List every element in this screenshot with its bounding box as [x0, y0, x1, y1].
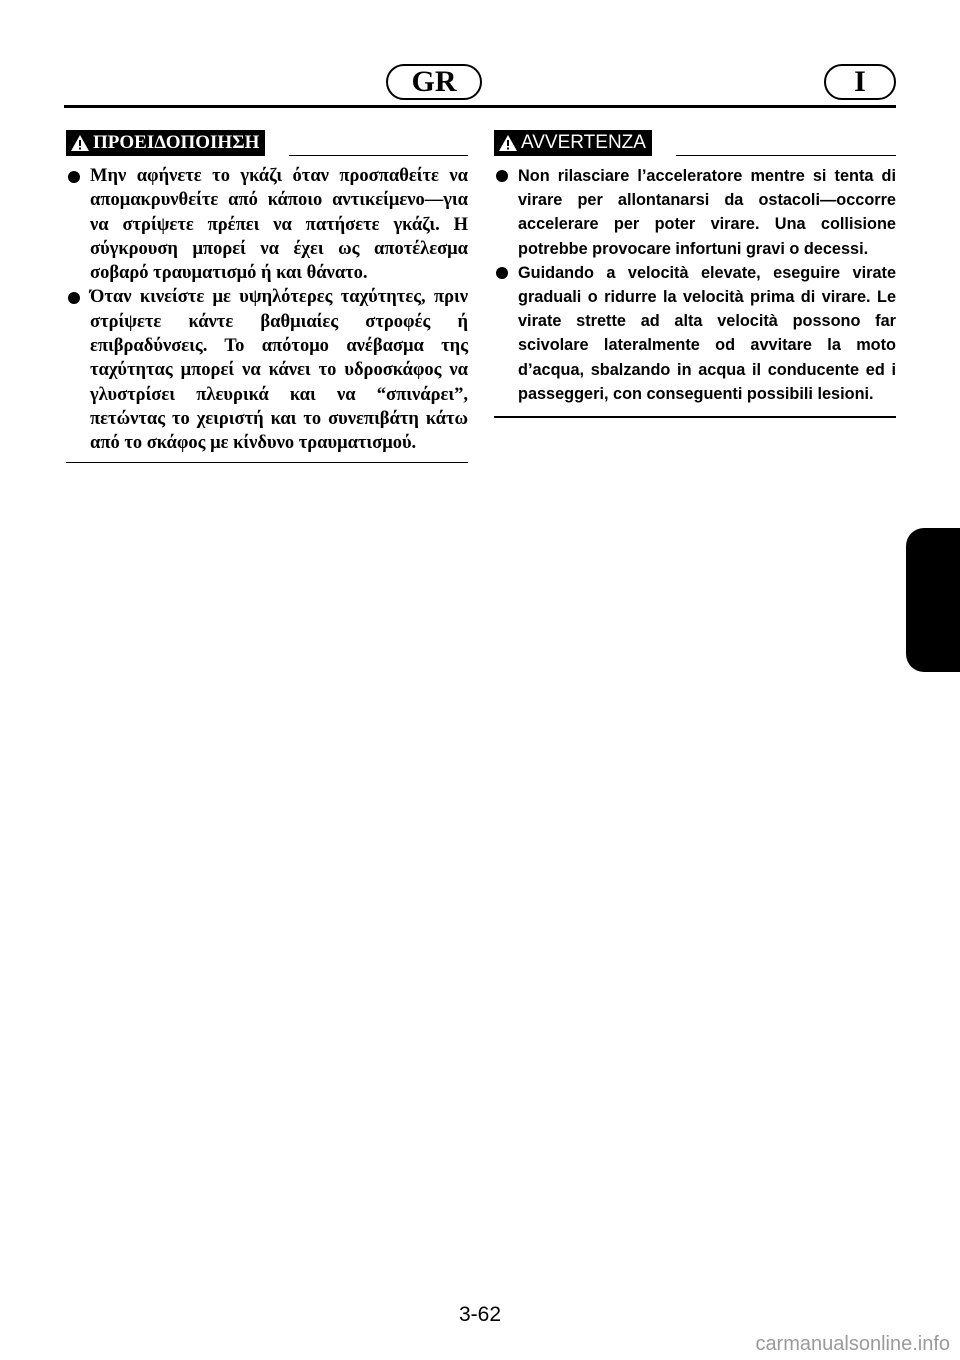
italian-column: [494, 130, 896, 418]
bullet-icon: [496, 267, 508, 279]
bullet-icon: [496, 170, 508, 182]
list-item: [494, 261, 896, 406]
section-side-tab: [906, 528, 960, 672]
italian-item-text: Non rilasciare l’acceleratore mentre si tenta di virare per allontanarsi da ostacoli—occorre accelerare per poter virare. Una collisione potrebbe provocare infortuni gravi o decessi.: [518, 167, 896, 258]
bullet-icon: [68, 292, 80, 304]
greek-header-line: [289, 155, 468, 157]
page-number: 3-62: [458, 1303, 502, 1326]
warning-triangle-icon: [498, 134, 518, 152]
italian-item-text: Guidando a velocità elevate, eseguire virate graduali o ridurre la velocità prima di virare. Le virate strette ad alta velocità possono far scivolare lateralmente od avvitare la moto d’acqua, sbalzando in acqua il conducente ed i passeggeri, con conseguenti possibili lesioni.: [518, 263, 896, 403]
watermark: carmanualsonline.info: [755, 1333, 950, 1355]
italian-warning-header: [494, 130, 896, 156]
italian-warning-title: AVVERTENZA: [521, 132, 646, 153]
greek-column: [66, 130, 468, 463]
greek-warning-header: [66, 130, 468, 156]
italian-warning-label: [494, 130, 652, 156]
list-item: [494, 164, 896, 261]
greek-item-text: Μην αφήνετε το γκάζι όταν προσπαθείτε να απομακρυνθείτε από κάποιο αντικείμενο—για να στρίψετε πρέπει να πατήσετε γκάζι. Η σύγκρουση μπορεί να έχει ως αποτέλεσμα σοβαρό τραυματισμό ή και θάνατο.: [90, 166, 468, 284]
list-item: [66, 285, 468, 455]
italian-header-line: [676, 155, 896, 157]
greek-end-rule: [66, 462, 468, 464]
language-badge-gr: GR: [386, 64, 482, 100]
greek-warning-label: [66, 130, 265, 156]
italian-warning-list: [494, 164, 896, 406]
header-rule: [64, 105, 896, 108]
warning-triangle-icon: [70, 134, 90, 152]
greek-warning-title: ΠΡΟΕΙΔΟΠΟΙΗΣΗ: [93, 132, 260, 153]
greek-item-text: Όταν κινείστε με υψηλότερες ταχύτητες, πριν στρίψετε κάντε βαθμιαίες στροφές ή επιβραδύνσεις. Το απότομο ανέβασμα της ταχύτητας μπορεί να κάνει το υδροσκάφος να γλυστρίσει πλευρικά και να “σπινάρει”, πετώντας το χειριστή και το συνεπιβάτη κάτω από το σκάφος με κίνδυνο τραυματισμού.: [90, 287, 468, 454]
language-badge-i: I: [824, 64, 896, 100]
italian-end-rule: [494, 416, 896, 418]
list-item: [66, 164, 468, 285]
bullet-icon: [68, 171, 80, 183]
greek-warning-list: [66, 164, 468, 456]
